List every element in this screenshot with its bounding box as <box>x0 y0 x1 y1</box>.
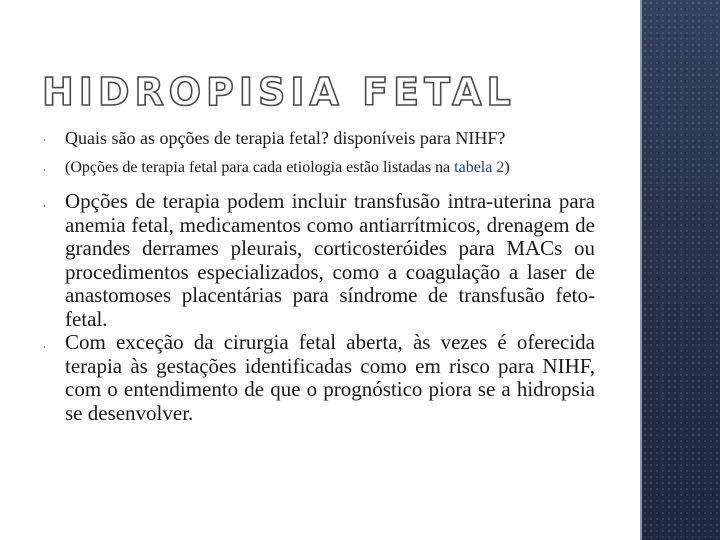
bullet-text-end: ) <box>504 159 510 176</box>
bullet-marker-icon: ⸱ <box>43 134 46 147</box>
list-item-question <box>40 128 595 148</box>
bullet-text: Quais são as opções de terapia fetal? disponíveis para NIHF? <box>65 128 506 148</box>
decorative-sidebar <box>642 0 720 540</box>
bullet-text: (Opções de terapia fetal para cada etiologia estão listadas na <box>65 159 455 176</box>
bullet-text: Com exceção da cirurgia fetal aberta, às vezes é oferecida terapia às gestações identificadas como em risco para NIHF, com o entendimento de que o prognóstico piora se a hidropsia se desenvolver. <box>65 330 595 425</box>
list-item-note <box>40 158 595 177</box>
bullet-text: Opções de terapia podem incluir transfusão intra-uterina para anemia fetal, medicamentos como antiarrítmicos, drenagem de grandes derrames pleurais, corticosteróides para MACs ou procedimentos especializados, como a coagulação a laser de anastomoses placentárias para síndrome de transfusão feto-fetal. <box>65 189 595 331</box>
bullet-marker-icon: ⸱ <box>43 164 46 177</box>
table-2-link[interactable]: tabela 2 <box>454 159 505 176</box>
bullet-marker-icon: ⸱ <box>43 200 46 213</box>
list-item-exception <box>40 331 595 425</box>
bullet-list <box>40 128 595 425</box>
bullet-marker-icon: ⸱ <box>43 341 46 354</box>
slide-title: HIDROPISIA FETAL <box>42 70 516 114</box>
list-item-therapy-options <box>40 190 595 331</box>
